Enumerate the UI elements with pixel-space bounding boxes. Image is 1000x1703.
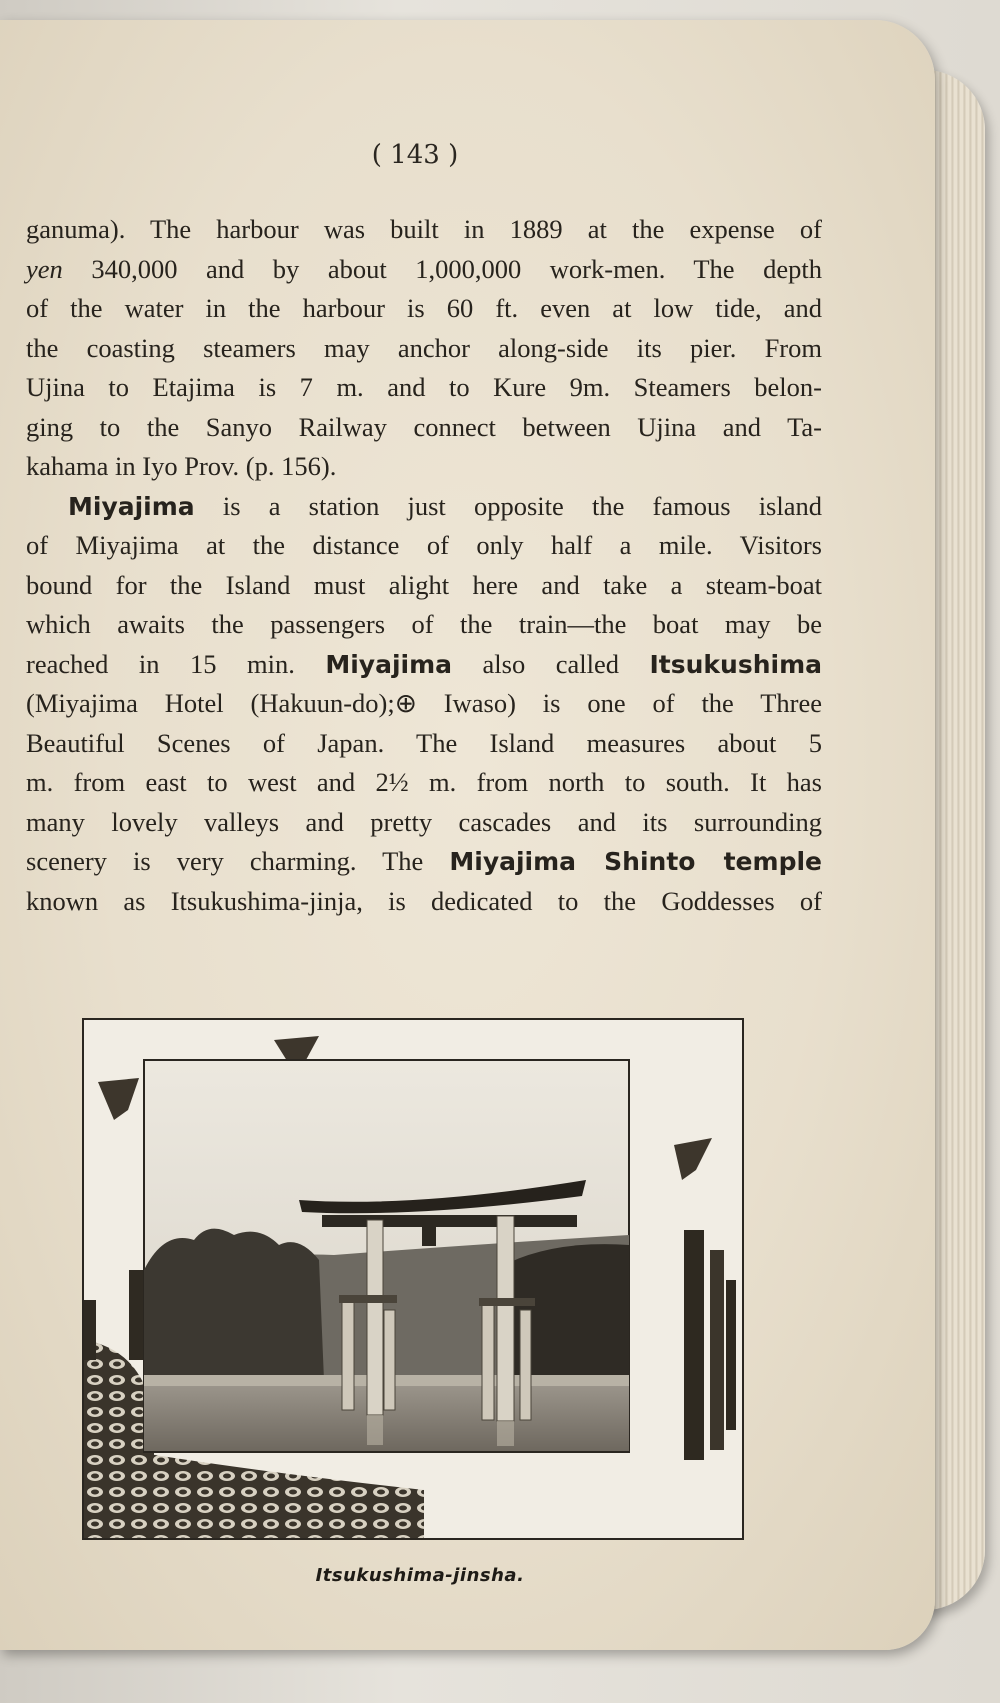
text-run: bound for the Island must alight here and take a steam-boat [26,569,822,600]
text-run: many lovely valleys and pretty cascades and its surrounding [26,806,822,837]
text-run: (Miyajima Hotel (Hakuun-do);⊕ Iwaso) is one of the Three [26,688,822,718]
text-run: also called [452,648,650,679]
text-run: is a station just opposite the famous island [194,490,822,521]
text-run: of the water in the harbour is 60 ft. even at low tide, and [26,293,822,323]
text-run: yen [26,253,63,284]
page-number: ( 143 ) [371,140,459,170]
text-line [26,368,822,408]
text-line [26,724,822,764]
text-line [26,684,822,724]
heading-term: Miyajima [68,491,195,521]
figure-caption: Itsukushima-jinsha. [315,1565,525,1586]
text-line [26,645,822,685]
text-run: of Miyajima at the distance of only half a mile. Visitors [26,530,822,560]
text-line [26,763,822,803]
heading-term: Itsukushima [649,649,822,679]
text-line [26,408,822,448]
text-line [26,447,822,487]
text-run: reached in 15 min. [26,648,326,679]
heading-term: Miyajima [325,649,453,679]
text-line [26,566,822,606]
book-page [0,20,935,1650]
text-run: Beautiful Scenes of Japan. The Island measures about 5 [26,727,822,758]
text-run: known as Itsukushima-jinja, is dedicated to the Goddesses of [26,885,822,916]
text-line [26,210,822,250]
text-line [26,526,822,566]
text-run: m. from east to west and 2½ m. from north to south. It has [26,767,822,797]
text-run: ging to the Sanyo Railway connect between Ujina and Ta- [26,411,822,442]
text-run: scenery is very charming. The [26,846,450,876]
text-line [26,250,822,290]
torii-gate-photo [84,1020,742,1538]
text-run: 340,000 and by about 1,000,000 work-men. The depth [62,253,822,284]
text-run: Ujina to Etajima is 7 m. and to Kure 9m. Steamers belon- [26,372,822,402]
photo-illustration [82,1018,744,1540]
text-run: ganuma). The harbour was built in 1889 at the expense of [26,214,822,244]
text-line [26,487,822,527]
text-line [26,605,822,645]
text-run: the coasting steamers may anchor along-side its pier. From [26,332,822,363]
text-line [26,882,822,922]
body-text [26,210,822,921]
heading-term: Miyajima Shinto temple [449,847,822,876]
text-run: which awaits the passengers of the train—the boat may be [26,609,822,639]
text-run: kahama in Iyo Prov. (p. 156). [26,451,337,481]
text-line [26,289,822,329]
text-line [26,329,822,369]
text-line [26,842,822,882]
text-line [26,803,822,843]
